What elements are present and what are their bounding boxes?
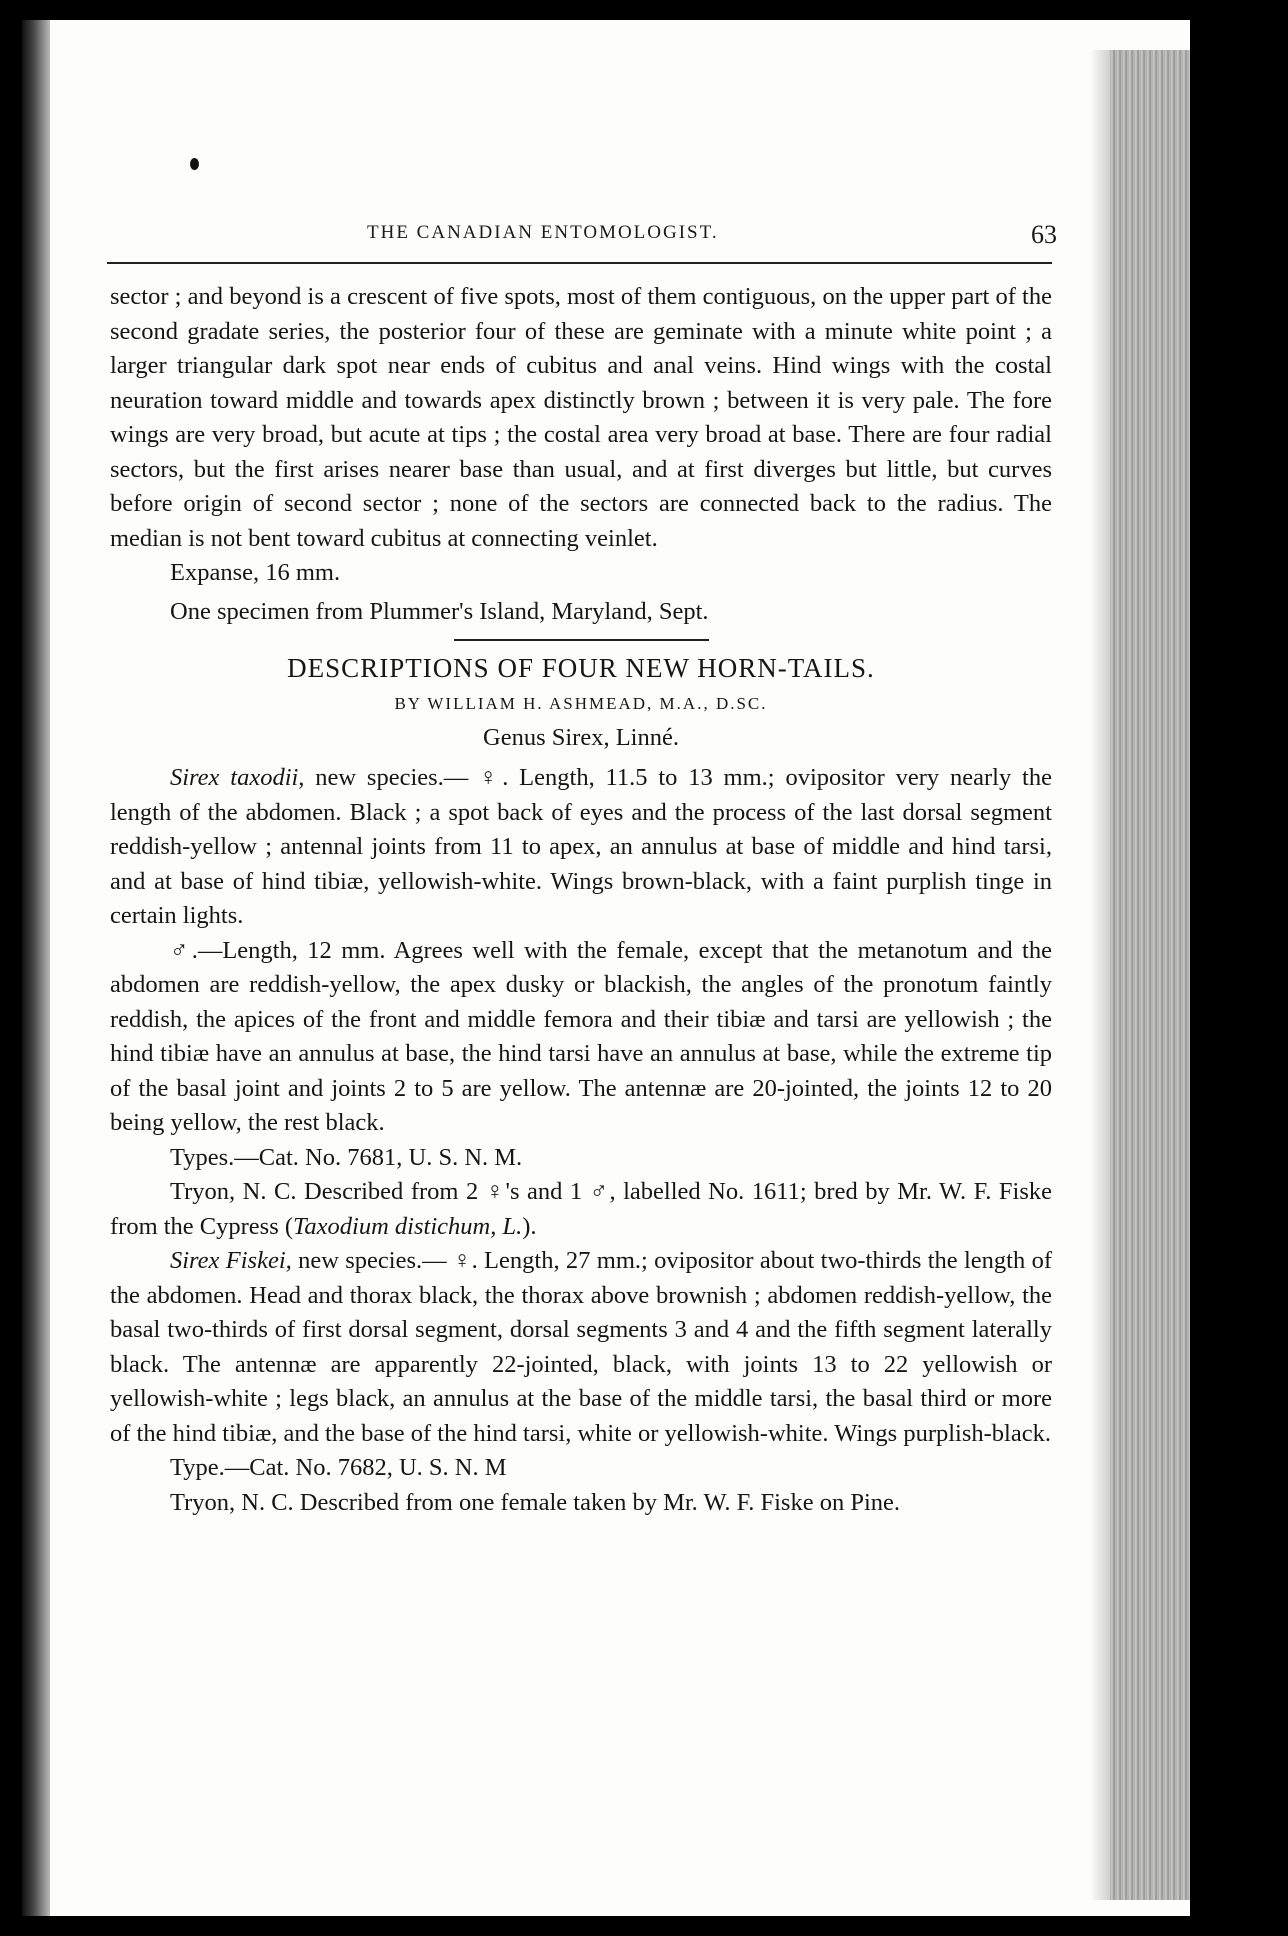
page-body xyxy=(110,280,1052,1520)
article-title: DESCRIPTIONS OF FOUR NEW HORN-TAILS. xyxy=(287,653,875,683)
species-description xyxy=(110,1244,1052,1451)
genus-heading: Genus Sirex, Linné. xyxy=(483,724,679,751)
species-name: Sirex Fiskei, xyxy=(170,1247,292,1274)
locality-text: Tryon, N. C. Described from 2 ♀'s and 1 ♂, labelled No. 1611; bred by Mr. W. F. Fiske from the Cypress ( xyxy=(110,1178,1052,1240)
page-fore-edge xyxy=(1110,50,1190,1900)
continuation-paragraph: sector ; and beyond is a crescent of five spots, most of them contiguous, on the upper part of the second gradate series, the posterior four of these are geminate with a minute white point ; a larger triangular dark spot near ends of cubitus and anal veins. Hind wings with the costal neuration toward middle and towards apex distinctly brown ; between it is very pale. The fore wings are very broad, but acute at tips ; the costal area very broad at base. There are four radial sectors, but the first arises nearer base than usual, and at first diverges but little, but curves before origin of second sector ; none of the sectors are connected back to the radius. The median is not bent toward cubitus at connecting veinlet. xyxy=(110,283,1052,552)
species-description xyxy=(110,761,1052,934)
book-spine-shadow xyxy=(22,20,50,1916)
host-plant: Taxodium distichum, L. xyxy=(293,1212,523,1240)
species-description-text: new species.— ♀. Length, 27 mm.; ovipositor about two-thirds the length of the abdomen. Head and thorax black, the thorax above brownish ; abdomen reddish-yellow, the basal two-thirds of first dorsal segment, dorsal segments 3 and 4 and the fifth segment laterally black. The antennæ are apparently 22-jointed, black, with joints 13 to 22 yellowish or yellowish-white ; legs black, an annulus at the base of the middle tarsi, the basal third or more of the hind tibiæ, and the base of the hind tarsi, white or yellowish-white. Wings purplish-black. xyxy=(110,1247,1052,1447)
locality-paragraph: Tryon, N. C. Described from one female taken by Mr. W. F. Fiske on Pine. xyxy=(170,1488,901,1516)
section-divider xyxy=(454,639,709,641)
species-taxodii xyxy=(110,761,1052,1244)
running-head: THE CANADIAN ENTOMOLOGIST. xyxy=(367,222,719,243)
species-name: Sirex taxodii, xyxy=(170,764,305,791)
book-page xyxy=(22,20,1190,1916)
locality-text-end: ). xyxy=(522,1212,537,1240)
male-description: ♂.—Length, 12 mm. Agrees well with the female, except that the metanotum and the abdomen are reddish-yellow, the apex dusky or blackish, the angles of the pronotum faintly reddish, the apices of the front and middle femora and their tibiæ and tarsi are yellowish ; the hind tibiæ have an annulus at base, the hind tarsi have an annulus at base, while the extreme tip of the basal joint and joints 2 to 5 are yellow. The antennæ are 20-jointed, the joints 12 to 20 being yellow, the rest black. xyxy=(110,936,1052,1136)
types-line: Types.—Cat. No. 7681, U. S. N. M. xyxy=(170,1143,523,1171)
types-line: Type.—Cat. No. 7682, U. S. N. M xyxy=(170,1454,507,1481)
page-number: 63 xyxy=(1031,220,1057,249)
species-fiskei xyxy=(110,1244,1052,1520)
article-byline: BY WILLIAM H. ASHMEAD, M.A., D.SC. xyxy=(394,694,768,713)
specimen-line: One specimen from Plummer's Island, Maryland, Sept. xyxy=(170,597,709,625)
ink-dot xyxy=(190,158,199,170)
page-edge-shadow xyxy=(1090,50,1110,1900)
page-header xyxy=(107,220,1057,256)
expanse-line: Expanse, 16 mm. xyxy=(170,559,341,586)
species-description-text: new species.— ♀. Length, 11.5 to 13 mm.; ovipositor very nearly the length of the abdomen. Black ; a spot back of eyes and the process of the last dorsal segment reddish-yellow ; antennal joints from 11 to apex, an annulus at base of middle and hind tarsi, and at base of hind tibiæ, yellowish-white. Wings brown-black, with a faint purplish tinge in certain lights. xyxy=(110,764,1052,929)
locality-paragraph xyxy=(110,1175,1052,1244)
header-rule xyxy=(107,262,1052,264)
